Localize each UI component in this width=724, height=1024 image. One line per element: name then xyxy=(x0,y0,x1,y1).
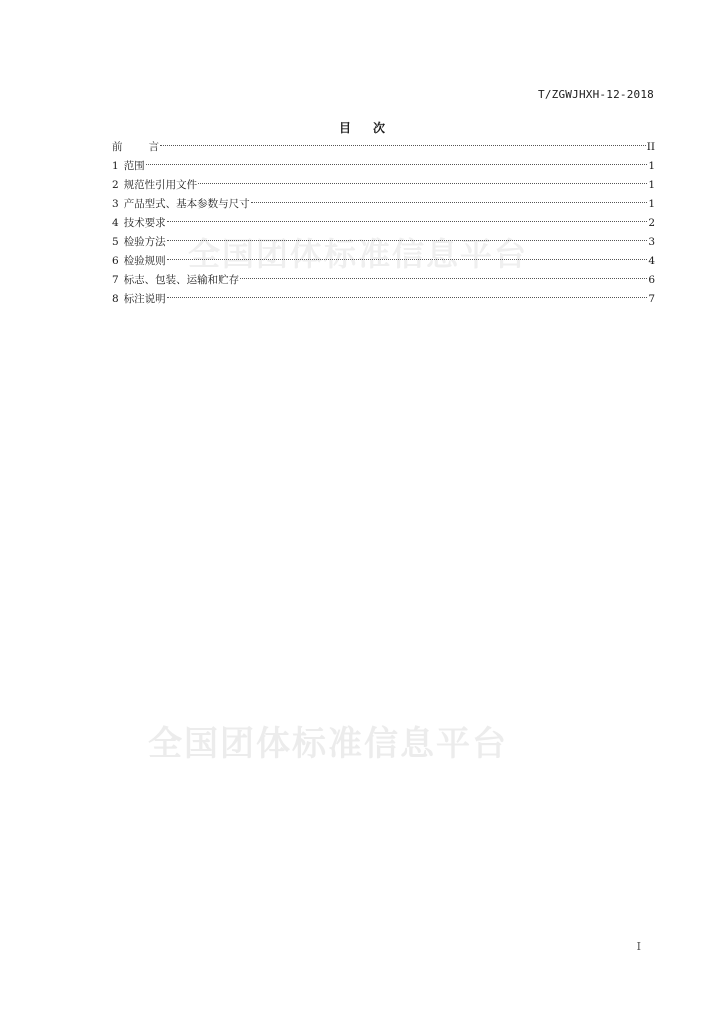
toc-entry-number: 7 xyxy=(112,274,119,286)
toc-entry-number: 5 xyxy=(112,236,119,248)
toc-entry-label: 检验规则 xyxy=(123,255,166,267)
toc-entry-3[interactable] xyxy=(112,195,655,214)
toc-entry-label: 前言 xyxy=(112,141,185,153)
toc-entry-page: 6 xyxy=(648,274,655,286)
toc-entry-label: 标注说明 xyxy=(123,293,166,305)
toc-list xyxy=(112,138,655,309)
toc-entry-label: 规范性引用文件 xyxy=(123,179,198,191)
toc-entry-number: 1 xyxy=(112,160,119,172)
toc-entry-4[interactable] xyxy=(112,214,655,233)
toc-entry-page: 1 xyxy=(648,160,655,172)
toc-entry-1[interactable] xyxy=(112,157,655,176)
toc-entry-page: 2 xyxy=(648,217,655,229)
toc-dot-leader xyxy=(167,297,648,298)
toc-dot-leader xyxy=(167,259,648,260)
page-number: I xyxy=(636,940,641,953)
document-code: T/ZGWJHXH-12-2018 xyxy=(538,88,654,101)
toc-dot-leader xyxy=(198,183,647,184)
toc-dot-leader xyxy=(167,221,648,222)
toc-entry-number: 8 xyxy=(112,293,119,305)
toc-entry-number: 2 xyxy=(112,179,119,191)
toc-entry-8[interactable] xyxy=(112,290,655,309)
toc-dot-leader xyxy=(240,278,647,279)
toc-entry-7[interactable] xyxy=(112,271,655,290)
toc-dot-leader xyxy=(146,164,648,165)
toc-title-part1: 目 xyxy=(338,121,351,135)
toc-entry-page: 3 xyxy=(648,236,655,248)
toc-entry-page: 7 xyxy=(648,293,655,305)
toc-entry-label: 范围 xyxy=(123,160,145,172)
toc-dot-leader xyxy=(160,145,646,146)
toc-entry-label: 标志、包装、运输和贮存 xyxy=(123,274,240,286)
toc-entry-number: 4 xyxy=(112,217,119,229)
toc-title xyxy=(0,119,724,136)
toc-entry-page: II xyxy=(646,141,655,153)
toc-title-part2: 次 xyxy=(373,121,386,135)
toc-entry-2[interactable] xyxy=(112,176,655,195)
toc-entry-label: 技术要求 xyxy=(123,217,166,229)
toc-entry-number: 3 xyxy=(112,198,119,210)
toc-entry-6[interactable] xyxy=(112,252,655,271)
watermark-text-bottom: 全国团体标准信息平台 xyxy=(148,724,508,764)
toc-dot-leader xyxy=(167,240,648,241)
toc-entry-page: 1 xyxy=(648,179,655,191)
toc-entry-page: 4 xyxy=(648,255,655,267)
toc-entry-5[interactable] xyxy=(112,233,655,252)
toc-entry-page: 1 xyxy=(648,198,655,210)
toc-entry-label: 检验方法 xyxy=(123,236,166,248)
toc-entry-foreword[interactable] xyxy=(112,138,655,157)
watermark-text-top: 全国团体标准信息平台 xyxy=(188,235,529,273)
toc-entry-number: 6 xyxy=(112,255,119,267)
toc-dot-leader xyxy=(251,202,648,203)
toc-entry-label: 产品型式、基本参数与尺寸 xyxy=(123,198,250,210)
